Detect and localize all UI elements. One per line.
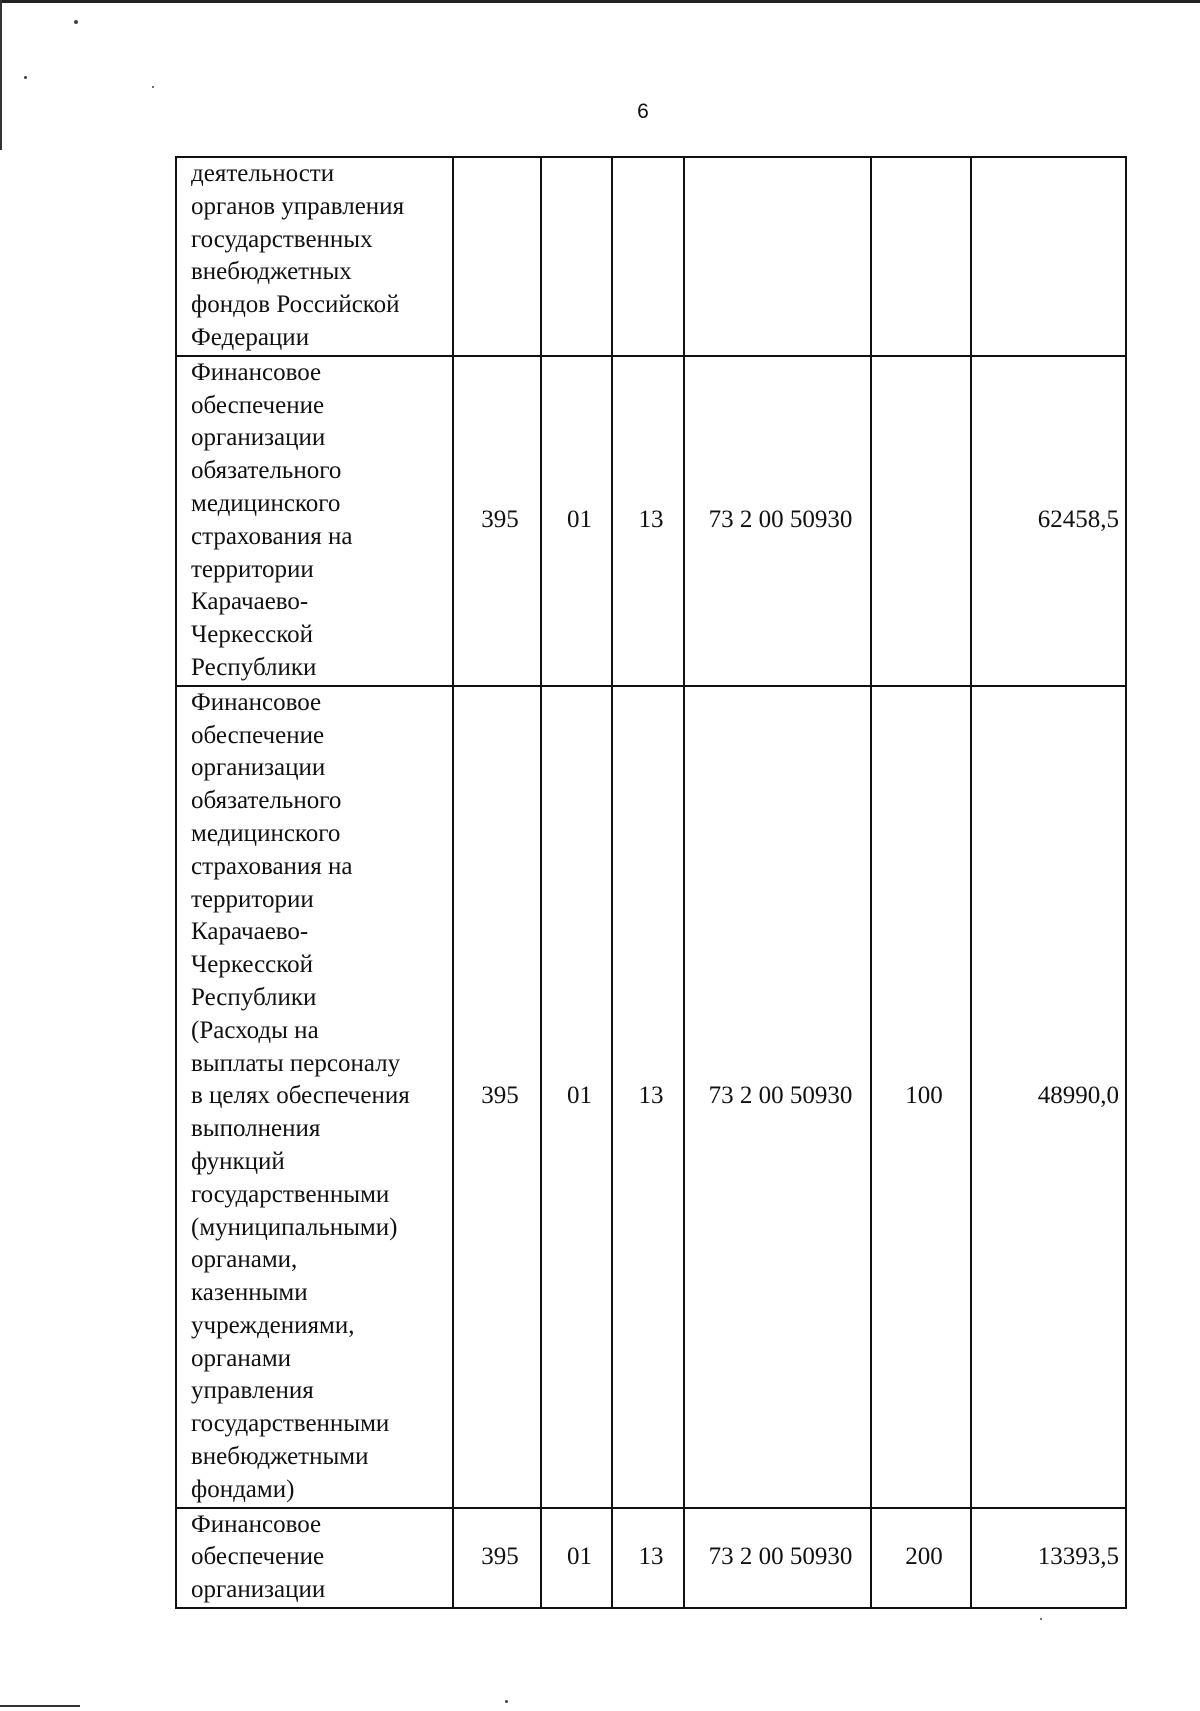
target-article-cell: 73 2 00 50930 xyxy=(684,1508,871,1608)
description-line: государственными xyxy=(191,1410,390,1438)
scan-speck xyxy=(152,86,154,88)
amount-cell xyxy=(971,157,1126,356)
description-line: обеспечение xyxy=(191,391,325,419)
table-row xyxy=(176,157,1126,356)
expense-type-cell: 100 xyxy=(871,686,971,1508)
subsection-code-cell xyxy=(612,157,684,356)
table-row xyxy=(176,1508,1126,1608)
description-line: территории xyxy=(191,555,314,583)
description-line: Федерации xyxy=(191,323,310,351)
ministry-code-cell: 395 xyxy=(453,1508,541,1608)
table-row xyxy=(176,686,1126,1508)
description-line: в целях обеспечения xyxy=(191,1082,410,1110)
description-line: внебюджетными xyxy=(191,1443,369,1471)
section-code-cell: 01 xyxy=(541,1508,612,1608)
scan-speck xyxy=(1040,1618,1042,1620)
ministry-code-cell: 395 xyxy=(453,356,541,686)
description-line: медицинского xyxy=(191,819,341,847)
ministry-code-cell xyxy=(453,157,541,356)
description-line: страхования на xyxy=(191,852,353,880)
subsection-code-cell: 13 xyxy=(612,686,684,1508)
description-line: организации xyxy=(191,754,326,782)
description-line: органов управления xyxy=(191,192,405,220)
description-line: обязательного xyxy=(191,787,342,815)
expense-type-cell xyxy=(871,356,971,686)
scan-speck xyxy=(74,20,78,24)
scan-top-edge xyxy=(0,0,1200,3)
description-line: территории xyxy=(191,885,314,913)
row-description-cell xyxy=(176,157,453,356)
description-line: фондами) xyxy=(191,1475,295,1503)
description-line: страхования на xyxy=(191,522,353,550)
description-line: обязательного xyxy=(191,457,342,485)
scan-speck xyxy=(505,1700,508,1703)
page-number: 6 xyxy=(637,100,649,123)
section-code-cell: 01 xyxy=(541,686,612,1508)
row-description-cell xyxy=(176,356,453,686)
description-line: деятельности xyxy=(191,160,335,187)
description-line: обеспечение xyxy=(191,721,325,749)
amount-cell: 62458,5 xyxy=(971,356,1126,686)
description-line: Финансовое xyxy=(191,1510,322,1538)
target-article-cell xyxy=(684,157,871,356)
description-line: организации xyxy=(191,424,326,452)
amount-cell: 48990,0 xyxy=(971,686,1126,1508)
description-line: органами, xyxy=(191,1246,298,1274)
description-line: казенными xyxy=(191,1279,308,1307)
description-line: (муниципальными) xyxy=(191,1213,398,1241)
target-article-cell: 73 2 00 50930 xyxy=(684,686,871,1508)
description-line: обеспечение xyxy=(191,1543,325,1571)
description-line: выполнения xyxy=(191,1115,321,1143)
description-line: организации xyxy=(191,1576,326,1604)
scan-speck xyxy=(24,76,27,79)
description-line: Республики xyxy=(191,983,317,1011)
expense-type-cell: 200 xyxy=(871,1508,971,1608)
description-line: Республики xyxy=(191,653,317,681)
description-line: государственных xyxy=(191,225,373,253)
description-line: государственными xyxy=(191,1180,390,1208)
amount-cell: 13393,5 xyxy=(971,1508,1126,1608)
table-row xyxy=(176,356,1126,686)
description-line: (Расходы на xyxy=(191,1016,319,1044)
description-line: фондов Российской xyxy=(191,291,400,319)
row-description-cell xyxy=(176,1508,453,1608)
scan-bottom-edge xyxy=(0,1705,80,1707)
expense-type-cell xyxy=(871,157,971,356)
description-line: Черкесской xyxy=(191,621,314,649)
description-line: Карачаево- xyxy=(191,918,309,946)
description-line: органами xyxy=(191,1344,292,1372)
description-line: функций xyxy=(191,1147,285,1175)
description-line: управления xyxy=(191,1377,314,1405)
subsection-code-cell: 13 xyxy=(612,1508,684,1608)
description-line: Черкесской xyxy=(191,951,314,979)
row-description-cell xyxy=(176,686,453,1508)
section-code-cell xyxy=(541,157,612,356)
budget-table xyxy=(175,156,1127,1609)
description-line: выплаты персоналу xyxy=(191,1049,401,1077)
scan-left-edge xyxy=(0,0,2,150)
target-article-cell: 73 2 00 50930 xyxy=(684,356,871,686)
ministry-code-cell: 395 xyxy=(453,686,541,1508)
description-line: Финансовое xyxy=(191,358,322,386)
description-line: учреждениями, xyxy=(191,1311,355,1339)
subsection-code-cell: 13 xyxy=(612,356,684,686)
description-line: медицинского xyxy=(191,489,341,517)
description-line: Финансовое xyxy=(191,688,322,716)
section-code-cell: 01 xyxy=(541,356,612,686)
description-line: внебюджетных xyxy=(191,258,352,286)
description-line: Карачаево- xyxy=(191,588,309,616)
